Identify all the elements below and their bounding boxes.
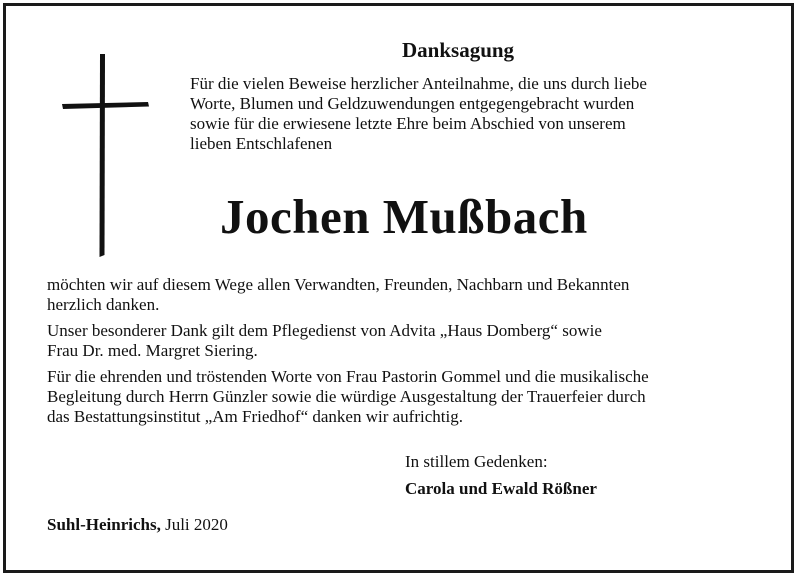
text-line: Unser besonderer Dank gilt dem Pflegedienst von Advita „Haus Domberg“ sowie <box>47 321 602 340</box>
text-line: möchten wir auf diesem Wege allen Verwandten, Freunden, Nachbarn und Bekannten <box>47 275 630 294</box>
date-text: Juli 2020 <box>160 515 228 534</box>
signature-intro: In stillem Gedenken: <box>405 452 548 471</box>
intro-line: Für die vielen Beweise herzlicher Anteilnahme, die uns durch liebe <box>190 74 647 93</box>
intro-line: lieben Entschlafenen <box>190 134 333 153</box>
notice-heading: Danksagung <box>402 38 515 62</box>
text-line: Frau Dr. med. Margret Siering. <box>47 341 258 360</box>
intro-line: sowie für die erwiesene letzte Ehre beim Abschied von unserem <box>190 114 626 133</box>
place-date <box>47 515 228 535</box>
text-line: herzlich danken. <box>47 295 160 314</box>
intro-text <box>190 74 750 154</box>
place-name: Suhl-Heinrichs, <box>47 515 161 534</box>
paragraph-thanks <box>47 275 767 315</box>
paragraph-care-thanks <box>47 321 767 361</box>
paragraph-ceremony-thanks <box>47 367 767 427</box>
cross-icon <box>60 52 150 257</box>
signature-names: Carola und Ewald Rößner <box>405 479 597 498</box>
intro-line: Worte, Blumen und Geldzuwendungen entgegengebracht wurden <box>190 94 635 113</box>
text-line: Begleitung durch Herrn Günzler sowie die würdige Ausgestaltung der Trauerfeier durch <box>47 387 646 406</box>
text-line: Für die ehrenden und tröstenden Worte von Frau Pastorin Gommel und die musikalische <box>47 367 649 386</box>
body-text <box>47 275 767 433</box>
text-line: das Bestattungsinstitut „Am Friedhof“ danken wir aufrichtig. <box>47 407 463 426</box>
deceased-name: Jochen Mußbach <box>220 189 588 244</box>
